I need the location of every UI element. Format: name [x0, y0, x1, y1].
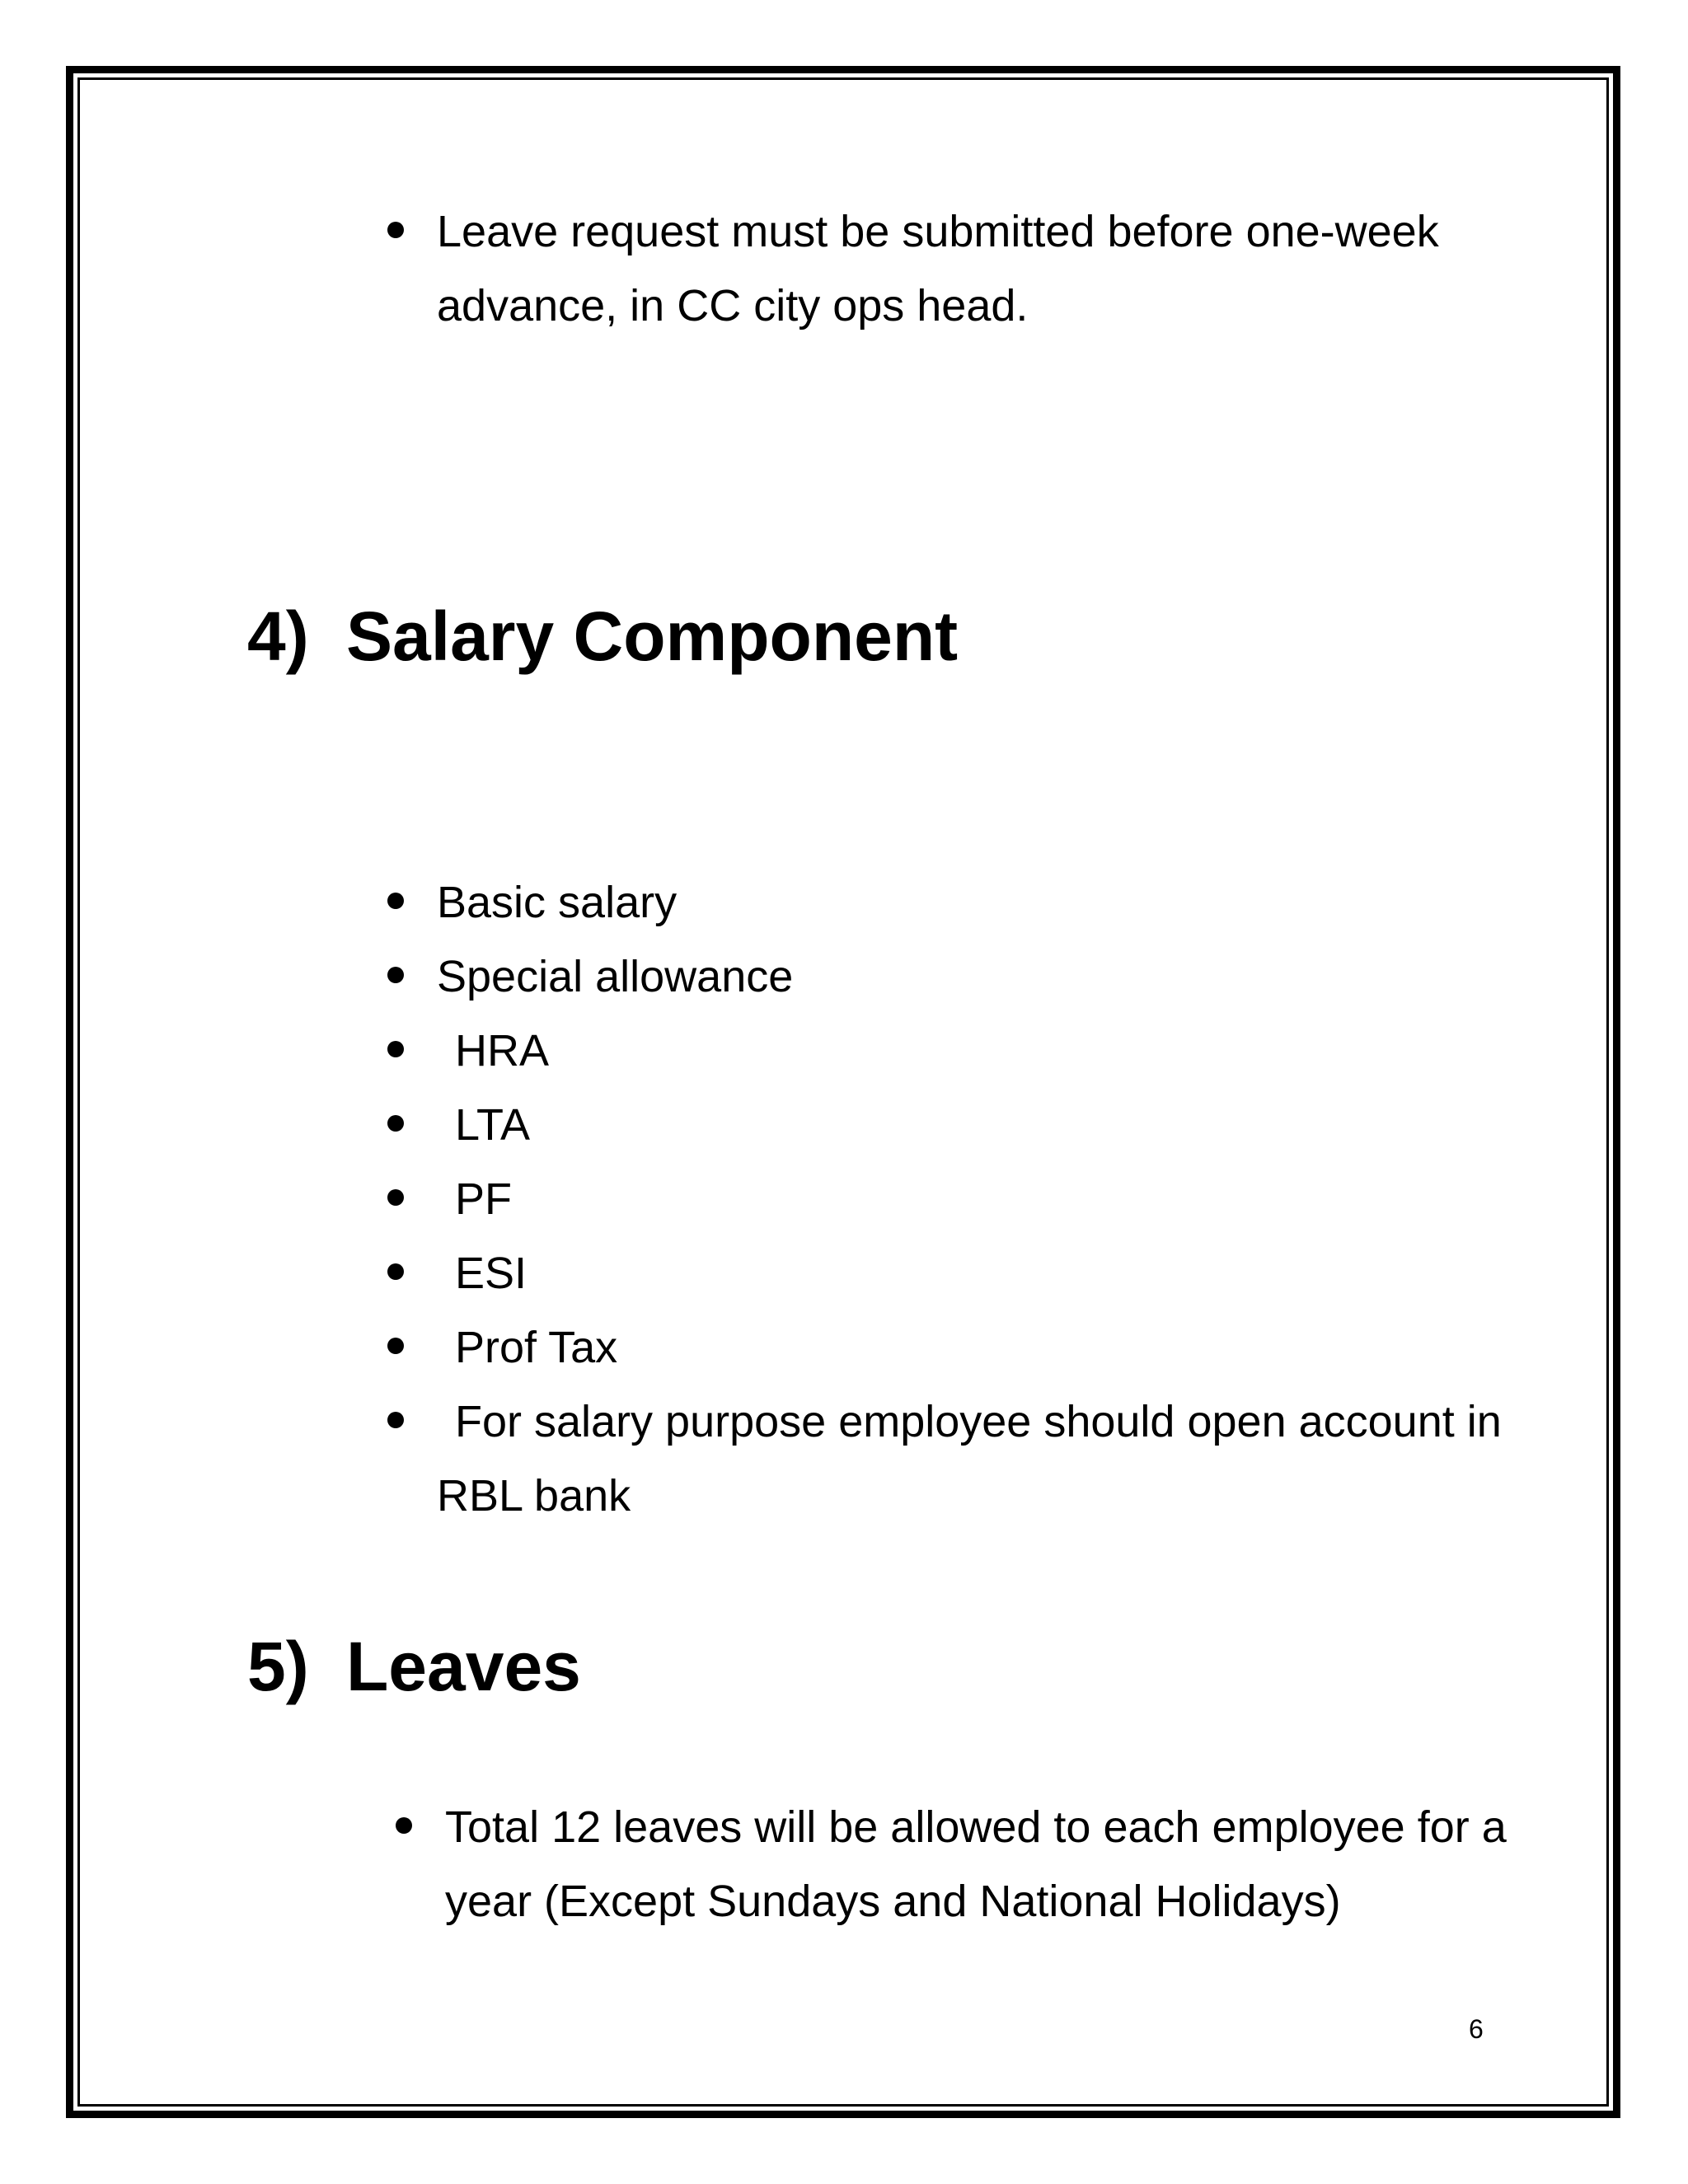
list-item-text: For salary purpose employee should open account in RBL bank [437, 1397, 1502, 1521]
list-item [387, 865, 1508, 940]
list-item [387, 940, 1508, 1014]
salary-component-list [387, 865, 1508, 1533]
list-item [396, 1790, 1533, 1938]
bullet-icon [387, 1412, 404, 1428]
section-heading-salary-component [247, 595, 958, 677]
bullet-icon [387, 1115, 404, 1132]
section-heading-leaves [247, 1625, 581, 1708]
section-number: 4) [247, 598, 309, 675]
bullet-icon [387, 1263, 404, 1280]
intro-bullet-list [387, 194, 1508, 343]
list-item [387, 194, 1508, 343]
list-item-text: Special allowance [437, 952, 794, 1001]
list-item [387, 1014, 1508, 1088]
bullet-icon [387, 222, 404, 238]
bullet-icon [387, 893, 404, 909]
list-item-text: Basic salary [437, 878, 678, 927]
bullet-icon [387, 1189, 404, 1206]
page-number: 6 [1469, 2014, 1484, 2044]
bullet-icon [387, 1338, 404, 1354]
list-item-text: Leave request must be submitted before one-week advance, in CC city ops head. [437, 207, 1439, 330]
list-item-text: Total 12 leaves will be allowed to each employee for a year (Except Sundays and National Holidays) [445, 1802, 1507, 1926]
section-title: Leaves [346, 1628, 581, 1705]
leaves-list [396, 1790, 1533, 1938]
list-item-text: PF [455, 1174, 513, 1224]
list-item [387, 1236, 1508, 1310]
list-item-text: ESI [455, 1249, 528, 1298]
bullet-icon [387, 1041, 404, 1057]
list-item-text: Prof Tax [455, 1323, 618, 1372]
list-item-text: LTA [455, 1100, 531, 1150]
list-item [387, 1088, 1508, 1162]
section-title: Salary Component [346, 598, 959, 675]
list-item [387, 1310, 1508, 1385]
section-number: 5) [247, 1628, 309, 1705]
list-item [387, 1385, 1508, 1533]
list-item-text: HRA [455, 1026, 550, 1076]
bullet-icon [387, 967, 404, 983]
list-item [387, 1162, 1508, 1236]
bullet-icon [396, 1817, 412, 1834]
